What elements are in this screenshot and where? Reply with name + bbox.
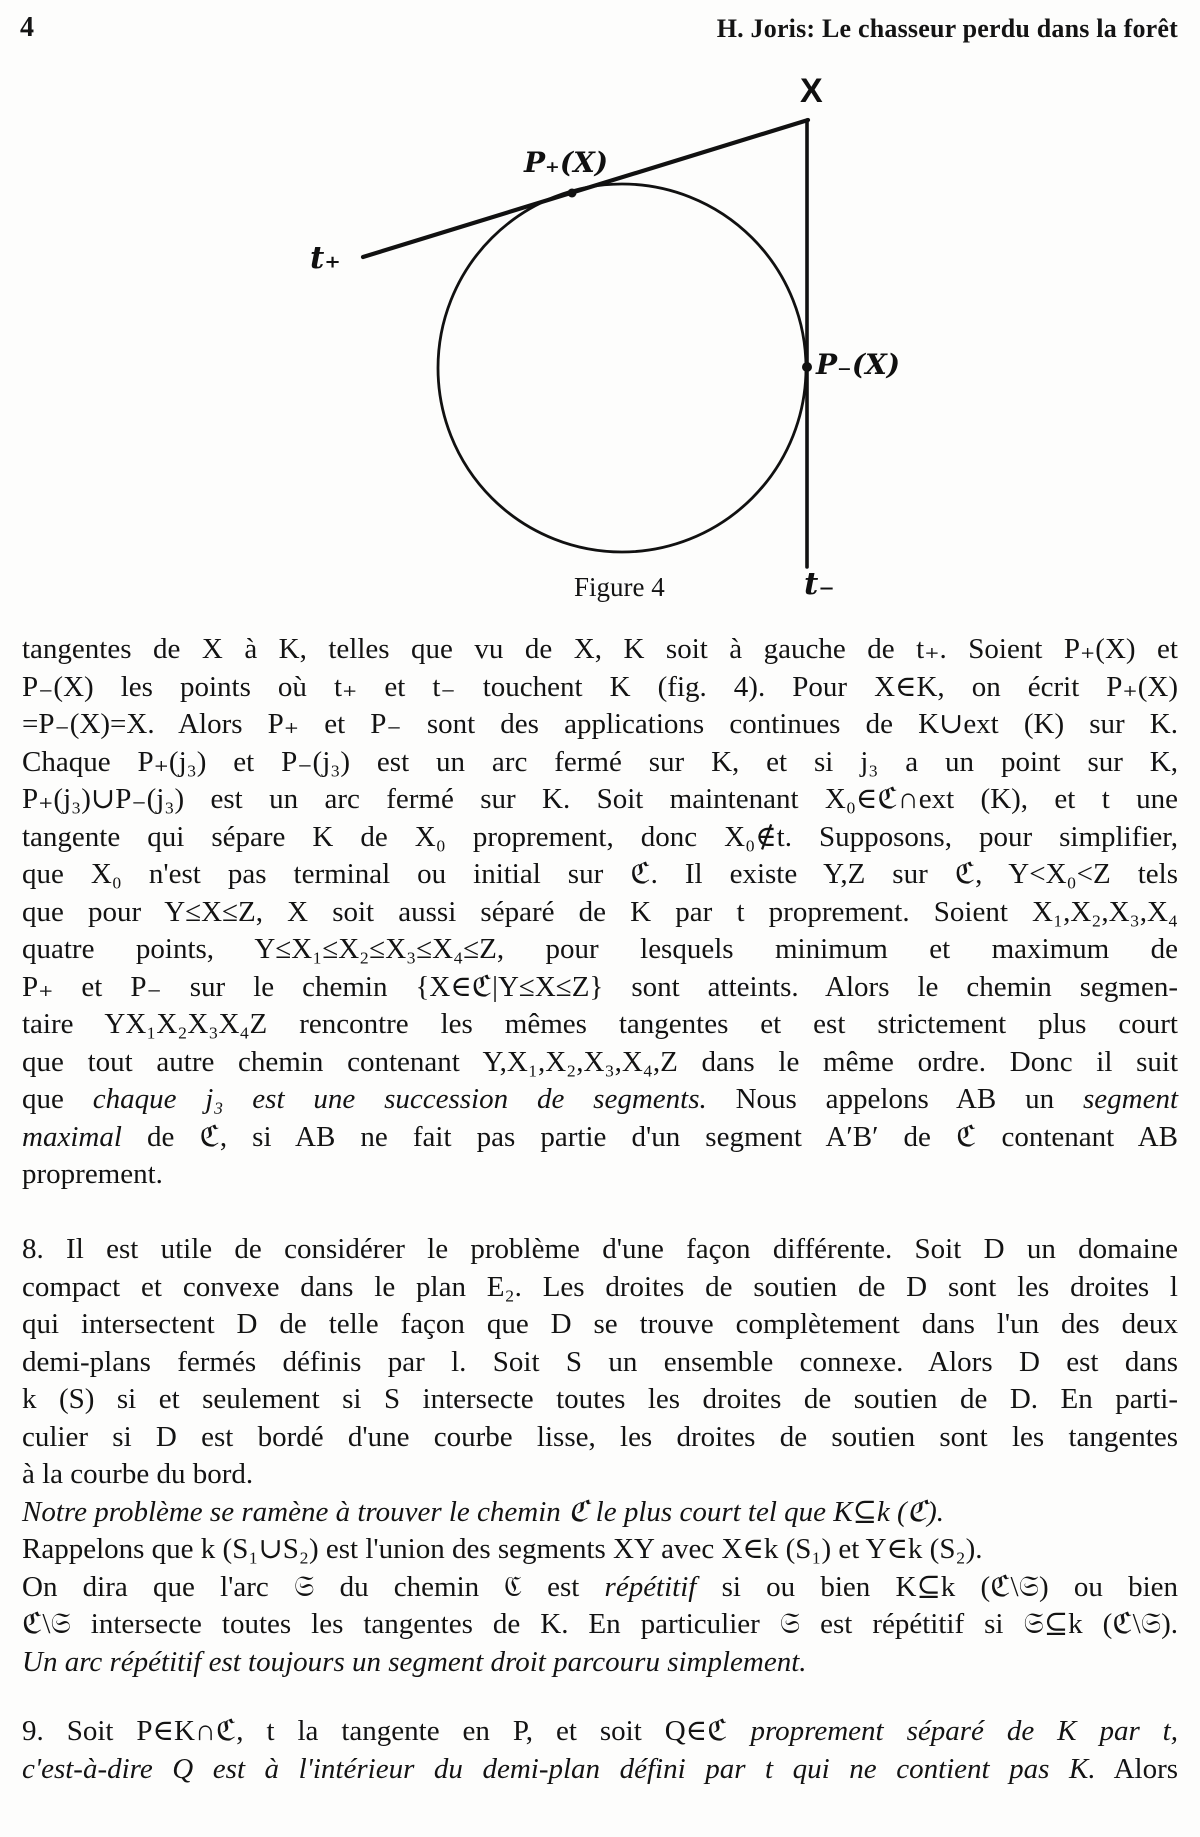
text-line xyxy=(22,1119,1178,1157)
figure-4-diagram xyxy=(0,0,1200,640)
figure-label-t-plus: t₊ xyxy=(310,240,341,276)
text-line xyxy=(22,781,1178,819)
figure-caption: Figure 4 xyxy=(574,572,665,602)
tangent-line-t-plus xyxy=(363,120,808,257)
text-line xyxy=(22,1306,1178,1344)
text-line xyxy=(22,631,1178,669)
text-segment: culier si D est bordé d'une courbe lisse, les droites de soutien sont les tangentes xyxy=(22,1420,1178,1453)
text-line xyxy=(22,931,1178,969)
figure-label-x: X xyxy=(800,72,823,110)
italic-text-segment: Un arc répétitif est toujours un segment droit parcouru simplement. xyxy=(22,1645,807,1678)
text-segment: 8. Il est utile de considérer le problème d'une façon différente. Soit D un domaine xyxy=(22,1233,1178,1265)
paragraph-section-9 xyxy=(22,1713,1178,1788)
text-segment: tangentes de X à K, telles que vu de X, K soit à gauche de t₊. Soient P₊(X) et xyxy=(22,633,1178,665)
circle-K xyxy=(438,184,806,552)
text-line xyxy=(22,1231,1178,1269)
italic-text-segment: segment xyxy=(1082,1083,1178,1115)
text-segment: P₋(X) les points où t₊ et t₋ touchent K (fig. 4). Pour X∈K, on écrit P₊(X) xyxy=(22,670,1178,703)
text-segment: à la courbe du bord. xyxy=(22,1458,254,1490)
text-line xyxy=(22,1531,1178,1569)
text-segment: que X₀ n'est pas terminal ou initial sur ℭ. Il existe Y,Z sur ℭ, Y<X₀<Z tels xyxy=(22,858,1178,890)
paragraph-section-8 xyxy=(22,1231,1178,1681)
text-line xyxy=(22,1569,1178,1607)
text-segment: k (S) si et seulement si S intersecte toutes les droites de soutien de D. En parti- xyxy=(22,1383,1178,1415)
text-segment: taire YX₁X₂X₃X₄Z rencontre les mêmes tangentes et est strictement plus court xyxy=(22,1008,1178,1040)
point-p-minus-dot xyxy=(802,362,812,372)
text-segment: ℭ\𝔖 intersecte toutes les tangentes de K. En particulier 𝔖 est répétitif si 𝔖⊆k (ℭ\𝔖). xyxy=(22,1608,1178,1640)
italic-text-segment: Notre problème se ramène à trouver le chemin ℭ le plus court tel que K⊆k (ℭ). xyxy=(22,1495,944,1528)
text-segment: Nous appelons AB un xyxy=(706,1083,1083,1115)
italic-text-segment: maximal xyxy=(22,1120,122,1153)
text-segment: Chaque P₊(j₃) et P₋(j₃) est un arc fermé sur K, et si j₃ a un point sur K, xyxy=(22,745,1178,778)
text-line xyxy=(22,669,1178,707)
figure-label-p-minus: P₋(X) xyxy=(816,348,901,381)
text-line xyxy=(22,1344,1178,1382)
body-text xyxy=(22,631,1178,1788)
text-segment: que xyxy=(22,1083,93,1115)
text-segment: On dira que l'arc 𝔖 du chemin ℭ est xyxy=(22,1570,605,1603)
text-line xyxy=(22,1644,1178,1682)
text-segment: =P₋(X)=X. Alors P₊ et P₋ sont des applications continues de K∪ext (K) sur K. xyxy=(22,708,1178,740)
text-segment: Rappelons que k (S₁∪S₂) est l'union des segments XY avec X∈k (S₁) et Y∈k (S₂). xyxy=(22,1533,983,1565)
text-segment: de ℭ, si AB ne fait pas partie d'un segment A′B′ de ℭ contenant AB xyxy=(121,1120,1178,1153)
text-segment: qui intersectent D de telle façon que D se trouve complètement dans l'un des deux xyxy=(22,1308,1178,1340)
italic-text-segment: chaque j₃ est une succession de segments. xyxy=(92,1083,707,1115)
italic-text-segment: c'est-à-dire Q est à l'intérieur du demi-plan défini par t qui ne contient pas K. xyxy=(22,1752,1096,1785)
page-number: 4 xyxy=(20,12,34,43)
text-line xyxy=(22,856,1178,894)
text-segment: quatre points, Y≤X₁≤X₂≤X₃≤X₄≤Z, pour lesquels minimum et maximum de xyxy=(22,933,1178,965)
text-line xyxy=(22,1044,1178,1082)
text-line xyxy=(22,1713,1178,1751)
text-line xyxy=(22,1269,1178,1307)
text-segment: si ou bien K⊆k (ℭ\𝔖) ou bien xyxy=(696,1570,1179,1603)
text-line xyxy=(22,1006,1178,1044)
text-segment: 9. Soit P∈K∩ℭ, t la tangente en P, et soit Q∈ℭ xyxy=(22,1715,751,1747)
text-segment: que tout autre chemin contenant Y,X₁,X₂,X₃,X₄,Z dans le même ordre. Donc il suit xyxy=(22,1045,1178,1078)
text-line xyxy=(22,1156,1178,1194)
text-line xyxy=(22,969,1178,1007)
text-line xyxy=(22,1381,1178,1419)
text-segment: demi-plans fermés définis par l. Soit S un ensemble connexe. Alors D est dans xyxy=(22,1345,1178,1378)
text-segment: P₊(j₃)∪P₋(j₃) est un arc fermé sur K. Soit maintenant X₀∈ℭ∩ext (K), et t une xyxy=(22,783,1178,815)
italic-text-segment: proprement séparé de K par t, xyxy=(750,1715,1178,1747)
text-line xyxy=(22,819,1178,857)
text-line xyxy=(22,706,1178,744)
italic-text-segment: répétitif xyxy=(604,1570,697,1603)
figure-label-p-plus: P₊(X) xyxy=(524,146,609,179)
text-segment: tangente qui sépare K de X₀ proprement, donc X₀∉t. Supposons, pour simplifier, xyxy=(22,820,1178,853)
text-segment: proprement. xyxy=(22,1158,163,1190)
figure-label-t-minus: t₋ xyxy=(804,566,835,602)
text-line xyxy=(22,1456,1178,1494)
text-segment: Alors xyxy=(1095,1752,1179,1785)
text-segment: P₊ et P₋ sur le chemin {X∈ℭ|Y≤X≤Z} sont atteints. Alors le chemin segmen- xyxy=(22,970,1178,1003)
text-segment: que pour Y≤X≤Z, X soit aussi séparé de K par t proprement. Soient X₁,X₂,X₃,X₄ xyxy=(22,895,1178,928)
text-line xyxy=(22,1606,1178,1644)
running-head: H. Joris: Le chasseur perdu dans la forêt xyxy=(716,14,1178,43)
text-line xyxy=(22,894,1178,932)
text-line xyxy=(22,1494,1178,1532)
point-p-plus-dot xyxy=(568,189,577,198)
text-line xyxy=(22,1751,1178,1789)
paragraph-continuation xyxy=(22,631,1178,1194)
text-line xyxy=(22,1081,1178,1119)
text-segment: compact et convexe dans le plan E₂. Les droites de soutien de D sont les droites l xyxy=(22,1270,1178,1303)
text-line xyxy=(22,1419,1178,1457)
text-line xyxy=(22,744,1178,782)
